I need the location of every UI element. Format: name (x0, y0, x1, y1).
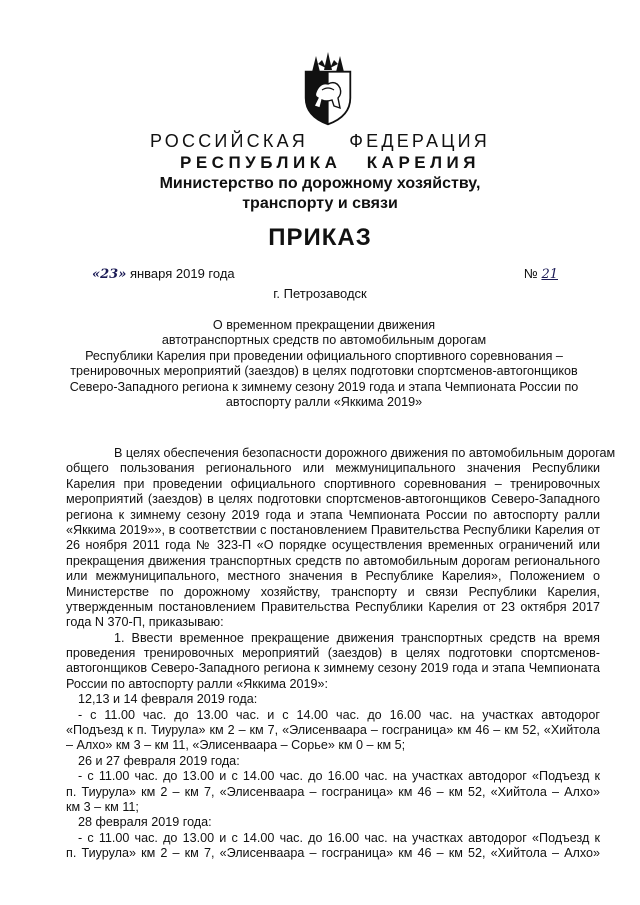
body-line: или межмуниципального, местного значения в Республике Карелия», Положением о (66, 569, 600, 584)
body-line: 1. Ввести временное прекращение движения транспортных средств на время (114, 630, 600, 645)
subject-line: автотранспортных средств по автомобильным дорогам (161, 333, 487, 348)
ministry-name (0, 174, 640, 214)
ministry-line-1: Министерство по дорожному хозяйству, (159, 175, 481, 192)
subject-line: Республики Карелия при проведении официального спортивного соревнования – (85, 348, 563, 363)
city: г. Петрозаводск (273, 286, 367, 301)
order-date (92, 266, 235, 282)
body-line: – Алхо» км 3 – км 11, «Элисенваара – Сорье» км 0 – км 5; (66, 738, 406, 753)
country-name (150, 131, 490, 152)
body-line: России по автоспорту ралли «Яккима 2019»: (66, 676, 329, 691)
body-line: мероприятий (заездов) в целях подготовки спортсменов-автогонщиков Северо-Западного (66, 492, 600, 507)
order-subject (64, 318, 584, 410)
body-line: автогонщиков Северо-Западного региона к зимнему сезону 2019 года и этапа Чемпионата (66, 661, 600, 676)
body-line: 12,13 и 14 февраля 2019 года: (78, 692, 258, 707)
date-rest: января 2019 года (126, 266, 235, 281)
body-line: 28 февраля 2019 года: (78, 815, 212, 830)
body-line: общего пользования регионального или межмуниципального значения Республики (66, 461, 600, 476)
number-label: № (523, 266, 542, 281)
body-line: Министерстве по дорожному хозяйству, транспорту и связи Республики Карелия, (66, 584, 600, 599)
body-line: км 3 – км 11; (66, 799, 139, 814)
body-line: 26 и 27 февраля 2019 года: (78, 753, 240, 768)
body-line: Карелия при проведении официального спортивного соревнования – тренировочных (66, 476, 600, 491)
body-line: п. Тиурула» км 2 – км 7, «Элисенваара – госграница» км 46 – км 52, «Хийтола – Алхо» (66, 784, 600, 799)
body-line: проведения тренировочных мероприятий (заездов) в целях подготовки спортсменов- (66, 646, 600, 661)
subject-line: тренировочных мероприятий (заездов) в целях подготовки спортсменов-автогонщиков (70, 364, 578, 379)
body-line: - с 11.00 час. до 13.00 и с 14.00 час. до 16.00 час. на участках автодорог «Подъезд к (78, 830, 600, 845)
number-value-handwritten: 21 (541, 267, 558, 282)
body-line: - с 11.00 час. до 13.00 час. и с 14.00 час. до 16.00 час. на участках автодорог (78, 707, 600, 722)
republic-word-2: КАРЕЛИЯ (366, 153, 480, 172)
order-number (524, 266, 558, 282)
subject-line: О временном прекращении движения (212, 318, 436, 332)
ministry-line-2: транспорту и связи (242, 195, 398, 212)
subject-line: автоспорту ралли «Яккима 2019» (225, 395, 423, 410)
country-word-1: РОССИЙСКАЯ (150, 131, 308, 151)
body-line: года N 370-П, приказываю: (66, 615, 224, 630)
body-line: «Подъезд к п. Тиурула» км 2 – км 7, «Элисенваара – госграница» км 46 – км 52, «Хийтола (66, 723, 600, 738)
order-body (66, 446, 616, 862)
body-line: В целях обеспечения безопасности дорожного движения по автомобильным дорогам (114, 446, 616, 460)
date-day-handwritten: «23» (92, 267, 127, 282)
body-line: региона к зимнему сезону 2019 года и этапа Чемпионата России по автоспорту ралли (66, 507, 600, 522)
karelia-coat-of-arms-icon (298, 50, 358, 126)
republic-word-1: РЕСПУБЛИКА (180, 153, 342, 172)
subject-line: Северо-Западного региона к зимнему сезону 2019 года и этапа Чемпионата России по (69, 379, 579, 394)
body-line: - с 11.00 час. до 13.00 и с 14.00 час. до 16.00 час. на участках автодорог «Подъезд к (78, 769, 600, 784)
body-line: «Яккима 2019»», в соответствии с постановлением Правительства Республики Карелия от (66, 522, 600, 537)
document-title: ПРИКАЗ (268, 224, 372, 251)
body-line: п. Тиурула» км 2 – км 7, «Элисенваара – госграница» км 46 – км 52, «Хийтола – Алхо» (66, 846, 600, 861)
body-line: 26 ноября 2011 года № 323-П «О порядке осуществления временных ограничений или (66, 538, 600, 553)
body-line: прекращения движения транспортных средств по автомобильным дорогам регионального (66, 553, 600, 568)
body-line: утвержденным постановлением Правительства Республики Карелия от 23 октября 2017 (66, 599, 600, 614)
country-word-2: ФЕДЕРАЦИЯ (349, 131, 490, 151)
republic-name (180, 153, 480, 173)
